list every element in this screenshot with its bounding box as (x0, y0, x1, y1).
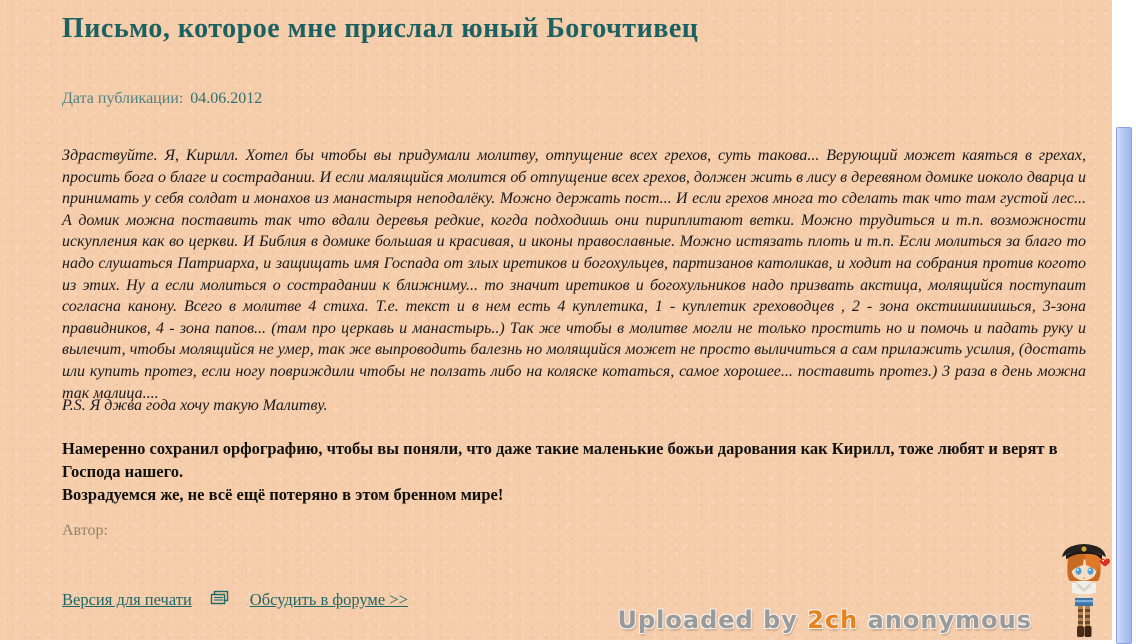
watermark-brand: 2ch (807, 606, 859, 634)
letter-body-text: Здраствуйте. Я, Кирилл. Хотел бы чтобы вы придумали молитву, отпущение всех грехов, суть такова... Верующий может каяться в грехах, просить бога о благе и сострадании. И если малящийся молится об отпущение всех грехов, должен жить в лису в деревяном домике иоколо дварца и принимать у себя солдат и монахов из манастыря неподалёку. Можно держать пост... И если грехов многа то сделать так что там густой лес... А домик можна поставить так что вдали деревья редкие, когда подходишь они пириплитают ветки. Можно трудиться и т.п. возможности искупления как во церкви. И Библия в домике большая и красивая, и иконы православные. Можно истязать плоть и т.п. Если молиться за благо то надо слушаться Патриарха, и защищать имя Госпада от злых иретиков и богохульцев, партизанов католикав, и ходит на собрания против когото из этих. Ну а если молиться о сострадании к ближниму... то значит иретиков и богохульников надо призвать акстица, молящийся поступаит согласна канону. Всего в молитве 4 стиха. Т.е. текст и в нем есть 4 куплетика, 1 - куплетик греховодцев , 2 - зона окстишишишься, 3-зона правидников, 4 - зона папов... (там про церкавь и манастырь..) Так же чтобы в молитве могли не только простить но и помочь и падать руку и вылечит, чтобы молящийся не умер, так же выпроводить балезнь но молящийся может не просто выличиться а сам прилажить усилия, (достать или купить протез, если ногу повриждили чтобы не ползать либо на коляске котаться, самое хорошее... поставить протез.) 3 раза в день можна так малица.... (62, 147, 1086, 402)
vertical-scrollbar-thumb[interactable] (1116, 127, 1132, 644)
printer-icon[interactable] (210, 590, 230, 611)
page-title: Письмо, которое мне прислал юный Богочтивец (62, 13, 699, 44)
watermark-suffix: anonymous (858, 606, 1032, 634)
letter-ps-text: P.S. Я джва года хочу такую Малитву. (62, 397, 328, 414)
publication-date-label: Дата публикации: (62, 90, 184, 107)
mascot-2ch-tan-image (1056, 541, 1112, 639)
editor-afterword (62, 437, 1088, 506)
forum-discussion-link[interactable]: Обсудить в форуме >> (249, 590, 408, 609)
heart-icon (1100, 559, 1110, 567)
footer-links-row (62, 589, 408, 611)
afterword-line-2: Возрадуемся же, не всё ещё потеряно в этом бренном мире! (62, 485, 504, 504)
publication-date-value: 04.06.2012 (190, 90, 263, 107)
watermark-prefix: Uploaded by (617, 606, 808, 634)
uploader-watermark (618, 606, 1033, 634)
vertical-scrollbar-track[interactable] (1112, 0, 1136, 644)
author-label: Автор: (62, 522, 108, 539)
afterword-line-1: Намеренно сохранил орфографию, чтобы вы поняли, что даже такие маленькие божьи дарования как Кирилл, тоже любят и верят в Господа нашего. (62, 439, 1058, 481)
print-version-link[interactable]: Версия для печати (62, 590, 192, 609)
publication-date-row (62, 90, 262, 108)
